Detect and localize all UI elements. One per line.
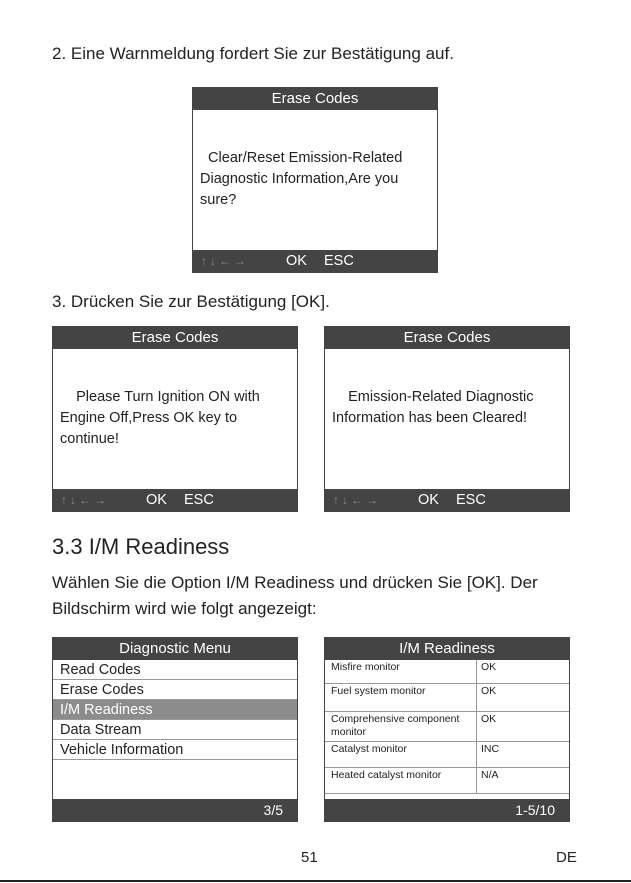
ok-key-label: OK [418,492,439,508]
screen-title: Erase Codes [193,88,437,110]
diagnostic-menu-screen [52,637,298,822]
screen-title: Diagnostic Menu [53,638,297,660]
menu-list [53,660,297,760]
monitor-name: Heated catalyst monitor [325,768,477,793]
arrow-keys-icon: ↑↓←→ [61,493,109,507]
screen-message: Emission-Related Diagnostic Information has been Cleared! [332,389,534,426]
monitor-name: Comprehensive component monitor [325,712,477,741]
monitor-name: Fuel system monitor [325,684,477,711]
footer-rule [0,880,631,882]
menu-item[interactable]: Vehicle Information [53,740,297,760]
page-number: 51 [301,849,318,866]
screen-title: I/M Readiness [325,638,569,660]
ok-key-label: OK [286,253,307,269]
readiness-table [325,660,569,794]
monitor-status: OK [481,685,497,697]
monitor-name: Misfire monitor [325,660,477,683]
screen-footer [325,489,569,511]
section-heading: 3.3 I/M Readiness [52,534,230,559]
table-row [325,660,569,684]
esc-key-label: ESC [324,253,354,269]
screen-footer [325,799,569,821]
step-3-text: 3. Drücken Sie zur Bestätigung [OK]. [52,292,330,311]
table-row [325,768,569,794]
arrow-keys-icon: ↑↓←→ [201,254,249,268]
menu-item[interactable]: Read Codes [53,660,297,680]
table-row [325,712,569,742]
monitor-status: INC [481,743,500,755]
im-readiness-screen [324,637,570,822]
screen-footer [193,250,437,272]
ok-key-label: OK [146,492,167,508]
menu-item[interactable]: I/M Readiness [53,700,297,720]
screen-footer [53,489,297,511]
screen-title: Erase Codes [325,327,569,349]
monitor-name: Catalyst monitor [325,742,477,767]
monitor-status: N/A [481,769,499,781]
screen-footer [53,799,297,821]
ignition-on-screen [52,326,298,512]
esc-key-label: ESC [456,492,486,508]
screen-message: Clear/Reset Emission-Related Diagnostic Information,Are you sure? [200,150,403,208]
monitor-status: OK [481,661,497,673]
intro-paragraph: Wählen Sie die Option I/M Readiness und drücken Sie [OK]. Der Bildschirm wird wie folgt angezeigt: [52,573,538,618]
page-indicator: 1-5/10 [515,802,555,818]
codes-cleared-screen [324,326,570,512]
menu-item[interactable]: Erase Codes [53,680,297,700]
table-row [325,684,569,712]
language-code: DE [556,849,577,866]
erase-codes-confirm-screen [192,87,438,273]
screen-title: Erase Codes [53,327,297,349]
step-2-text: 2. Eine Warnmeldung fordert Sie zur Bestätigung auf. [52,44,454,63]
page-indicator: 3/5 [263,802,283,818]
screen-message: Please Turn Ignition ON with Engine Off,Press OK key to continue! [60,389,260,447]
monitor-status: OK [481,713,497,725]
esc-key-label: ESC [184,492,214,508]
table-row [325,742,569,768]
menu-item[interactable]: Data Stream [53,720,297,740]
arrow-keys-icon: ↑↓←→ [333,493,381,507]
